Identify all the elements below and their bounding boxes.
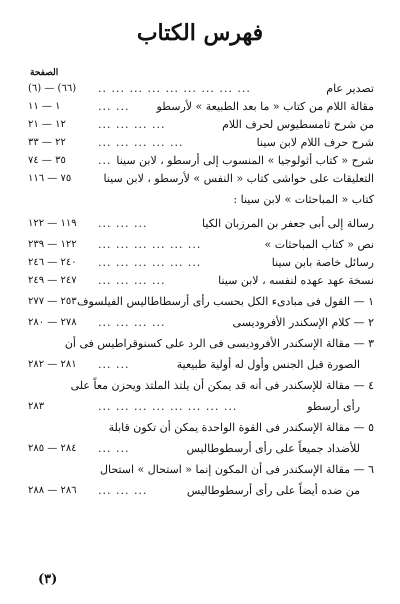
toc-entry-leader: ... ... xyxy=(98,100,130,113)
toc-entry-title: شرح « كتاب أثولوجيا » المنسوب إلى أرسطو ، لابن سينا xyxy=(116,154,374,167)
toc-entry-pages: ١١٩ — ١٢٢ xyxy=(28,218,77,229)
toc-entry-pages: ٢٨٤ — ٢٨٥ xyxy=(28,443,77,454)
toc-entry-title: رأى أرسطو xyxy=(307,400,360,413)
toc-entry-title: ٣ — مقالة الإسكندر الأفروديسى فى الرد على كسنوقراطيس فى أن xyxy=(64,337,374,350)
toc-entry xyxy=(28,188,374,212)
toc-entry xyxy=(28,272,374,290)
toc-entry xyxy=(28,212,374,236)
toc-entry-leader: ... ... ... ... xyxy=(98,118,166,131)
toc-entry-title: ١ — القول فى مبادىء الكل بحسب رأى أرسطاطاليس الفيلسوف xyxy=(77,295,374,308)
toc-entry xyxy=(28,254,374,272)
toc-entry-title: للأضداد جميعاً على رأى أرسطوطاليس xyxy=(186,442,360,455)
toc-entry xyxy=(28,356,374,374)
toc-entry-pages: ٢٥٣ — ٢٧٧ xyxy=(28,296,77,307)
toc-entry-title: من ضده أيضاً على رأى أرسطوطاليس xyxy=(186,484,360,497)
toc-entry-pages: ٢٢ — ٣٣ xyxy=(28,137,66,148)
toc-entry-pages: ٣٥ — ٧٤ xyxy=(28,155,66,166)
toc-entry-title: الصورة قبل الجنس وأول له أولية طبيعية xyxy=(176,358,360,371)
toc-entry-title: ٢ — كلام الإسكندر الأفروديسى xyxy=(232,316,374,329)
toc-entry xyxy=(28,440,374,458)
toc-entry-title: رسائل خاصة بابن سينا xyxy=(271,256,374,269)
toc-entry xyxy=(28,416,374,440)
toc-entry-title: ٤ — مقالة للإسكندر فى أنه قد يمكن أن يلتذ الملتذ ويحزن معاً على xyxy=(70,379,374,392)
toc-entry xyxy=(28,116,374,134)
toc-entry-pages: ٢٤٧ — ٢٤٩ xyxy=(28,275,77,286)
toc-entry-pages: ٢٨٣ xyxy=(28,401,45,412)
toc-entry xyxy=(28,170,374,188)
toc-entry-leader: ... ... xyxy=(98,442,130,455)
toc-entry-pages: ٢٧٨ — ٢٨٠ xyxy=(28,317,77,328)
toc-entry xyxy=(28,98,374,116)
toc-entry-pages: ٢٨١ — ٢٨٢ xyxy=(28,359,77,370)
toc-entry-leader: ... ... ... ... ... xyxy=(98,136,184,149)
toc-entry-pages: ١٢ — ٢١ xyxy=(28,119,66,130)
toc-entry-title: شرح حرف اللام لابن سينا xyxy=(256,136,374,149)
toc-entry-title: تصدير عام xyxy=(326,82,374,95)
toc-entry xyxy=(28,314,374,332)
toc-entry-leader: ... ... ... ... ... ... ... ... xyxy=(98,400,238,413)
page-column-label: الصفحة xyxy=(30,68,59,78)
toc-entry-leader: ... ... ... ... xyxy=(98,274,166,287)
toc-entry-title: نسخة عهد عهده لنفسه ، لابن سينا xyxy=(218,274,374,287)
toc-entry xyxy=(28,482,374,500)
toc-entry-pages: ١٢٢ — ٢٣٩ xyxy=(28,239,77,250)
toc-entry-leader: ... ... ... xyxy=(98,217,148,230)
toc-entry-leader: ... ... ... ... xyxy=(98,316,166,329)
toc-entry-title: من شرح ثامسطيوس لحرف اللام xyxy=(222,118,374,131)
toc-entry xyxy=(28,398,374,416)
toc-entry xyxy=(28,332,374,356)
toc-entry xyxy=(28,458,374,482)
toc-entry-title: نص « كتاب المباحثات » xyxy=(264,238,374,251)
toc-entry-pages: ٢٤٠ — ٢٤٦ xyxy=(28,257,77,268)
toc-entry-title: ٦ — مقالة الإسكندر فى أن المكون إنما « استحال » استحال xyxy=(100,463,374,476)
toc-entry-leader: .. ... ... ... ... ... ... ... ... xyxy=(98,82,251,95)
toc-entry-title: مقالة اللام من كتاب « ما بعد الطبيعة » لأرسطو xyxy=(156,100,374,113)
toc-entry-title: كتاب « المباحثات » لابن سينا : xyxy=(233,193,374,206)
toc-entry-pages: ٢٨٦ — ٢٨٨ xyxy=(28,485,77,496)
toc-entry-pages: (٦) — (٦٦) xyxy=(28,83,77,94)
toc-entry-title: ٥ — مقالة الإسكندر فى القوة الواحدة يمكن أن تكون قابلة xyxy=(108,421,374,434)
toc-entry-leader: ... ... xyxy=(98,358,130,371)
toc-entry xyxy=(28,134,374,152)
toc-entry xyxy=(28,290,374,314)
toc-entry-title: التعليقات على حواشى كتاب « النفس » لأرسطو ، لابن سينا xyxy=(103,172,374,185)
toc-entry-leader: ... ... ... xyxy=(98,484,148,497)
toc-entry xyxy=(28,236,374,254)
toc-entry-leader: ... xyxy=(98,154,112,167)
toc-entry-leader: ... ... ... ... ... ... xyxy=(98,256,202,269)
page-title: فهرس الكتاب xyxy=(136,20,264,46)
toc-entry-leader: ... ... ... ... ... ... xyxy=(98,238,202,251)
toc-entry-pages: ١ — ١١ xyxy=(28,101,61,112)
toc-entry-pages: ٧٥ — ١١٦ xyxy=(28,173,72,184)
page-number: (٣) xyxy=(38,572,58,587)
table-of-contents xyxy=(28,80,374,500)
toc-entry-title: رسالة إلى أبى جعفر بن المرزبان الكيا xyxy=(202,217,374,230)
toc-entry xyxy=(28,152,374,170)
toc-entry xyxy=(28,374,374,398)
toc-entry xyxy=(28,80,374,98)
